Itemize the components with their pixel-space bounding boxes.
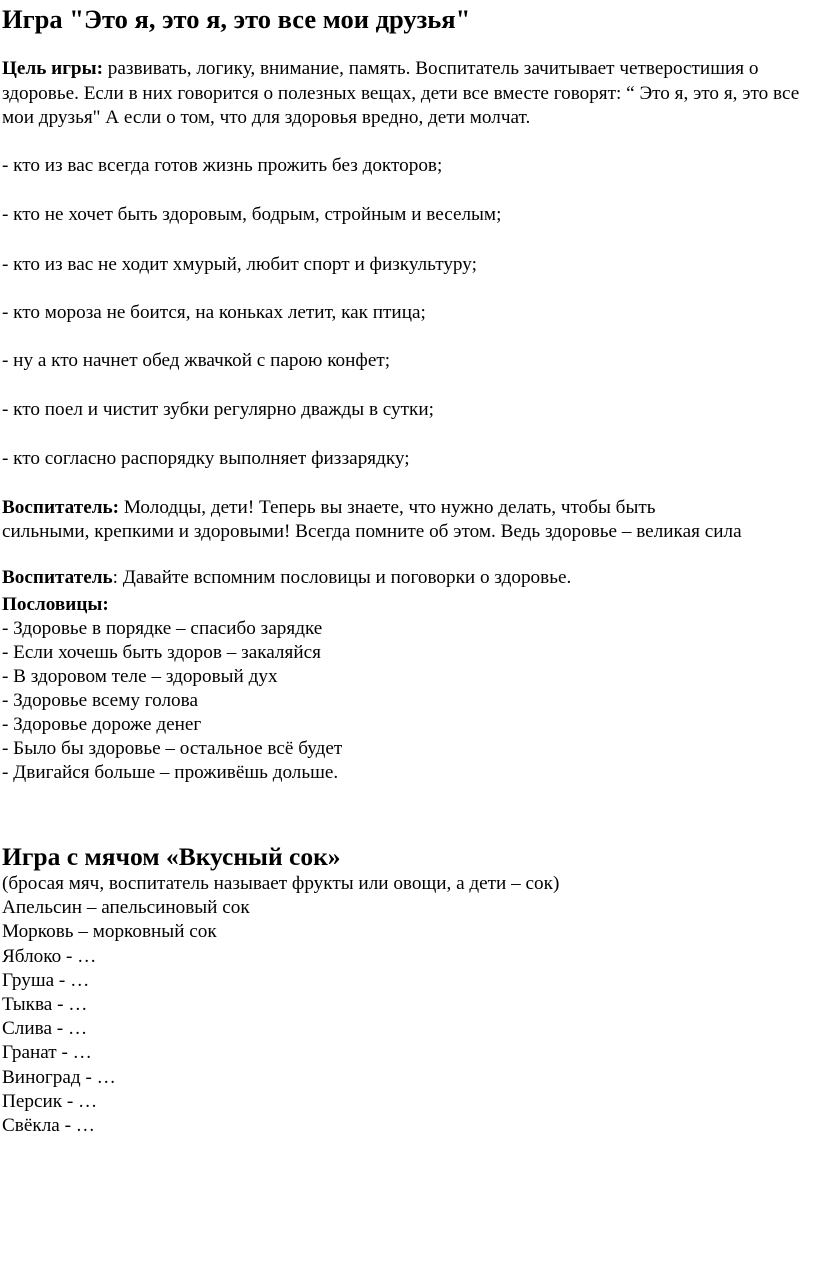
game2-subtitle: (бросая мяч, воспитатель называет фрукты или овощи, а дети – сок)	[2, 873, 560, 894]
list-item: - Здоровье в порядке – спасибо зарядке	[2, 618, 323, 639]
proverbs-heading: Пословицы:	[2, 594, 109, 615]
poem-line-6: - кто поел и чистит зубки регулярно дважды в сутки;	[2, 399, 434, 420]
game2-title: Игра с мячом «Вкусный сок»	[2, 842, 341, 871]
list-item: - Было бы здоровье – остальное всё будет	[2, 738, 343, 759]
poem-line-2: - кто не хочет быть здоровым, бодрым, стройным и веселым;	[2, 204, 502, 225]
teacher-label: Воспитатель:	[2, 497, 120, 518]
list-item: Свёкла - …	[2, 1115, 95, 1137]
teacher-remark-1-line2: сильными, крепкими и здоровыми! Всегда помните об этом. Ведь здоровье – великая сила	[2, 521, 742, 542]
poem-line-7: - кто согласно распорядку выполняет физзарядку;	[2, 448, 410, 469]
poem-line-5: - ну а кто начнет обед жвачкой с парою конфет;	[2, 350, 391, 371]
list-item: Виноград - …	[2, 1066, 116, 1088]
list-item: Яблоко - …	[2, 945, 97, 967]
poem-line-3: - кто из вас не ходит хмурый, любит спорт и физкультуру;	[2, 254, 477, 275]
goal-label: Цель игры:	[2, 58, 103, 79]
poem-line-1: - кто из вас всегда готов жизнь прожить без докторов;	[2, 155, 443, 176]
list-item: - В здоровом теле – здоровый дух	[2, 666, 278, 687]
game1-goal-paragraph	[2, 57, 814, 131]
list-item: Персик - …	[2, 1090, 98, 1112]
game1-title: Игра "Это я, это я, это все мои друзья"	[2, 4, 471, 34]
list-item: - Двигайся больше – проживёшь дольше.	[2, 762, 339, 783]
list-item: Груша - …	[2, 969, 90, 991]
proverbs-list	[2, 593, 342, 785]
list-item: - Здоровье всему голова	[2, 690, 198, 711]
list-item: Гранат - …	[2, 1042, 92, 1064]
game2-list	[2, 872, 559, 1138]
list-item: - Здоровье дороже денег	[2, 714, 202, 735]
teacher-label-2: Воспитатель	[2, 567, 113, 588]
list-item: Морковь – морковный сок	[2, 921, 217, 943]
teacher-remark-1-text: Молодцы, дети! Теперь вы знаете, что нужно делать, чтобы быть	[119, 497, 656, 518]
list-item: - Если хочешь быть здоров – закаляйся	[2, 642, 321, 663]
teacher-remark-2	[2, 566, 571, 590]
list-item: Апельсин – апельсиновый сок	[2, 897, 250, 919]
teacher-remark-1-line1	[2, 496, 655, 520]
goal-text: развивать, логику, внимание, память. Воспитатель зачитывает четверостишия о здоровье. Если в них говорится о полезных вещах, дети все вместе говорят: “ Это я, это я, это все мои друзья" А если о том, что для здоровья вредно, дети молчат.	[2, 58, 800, 128]
list-item: Тыква - …	[2, 994, 88, 1016]
poem-line-4: - кто мороза не боится, на коньках летит, как птица;	[2, 302, 426, 323]
teacher-remark-2-text: : Давайте вспомним пословицы и поговорки о здоровье.	[112, 567, 572, 588]
list-item: Слива - …	[2, 1018, 88, 1040]
